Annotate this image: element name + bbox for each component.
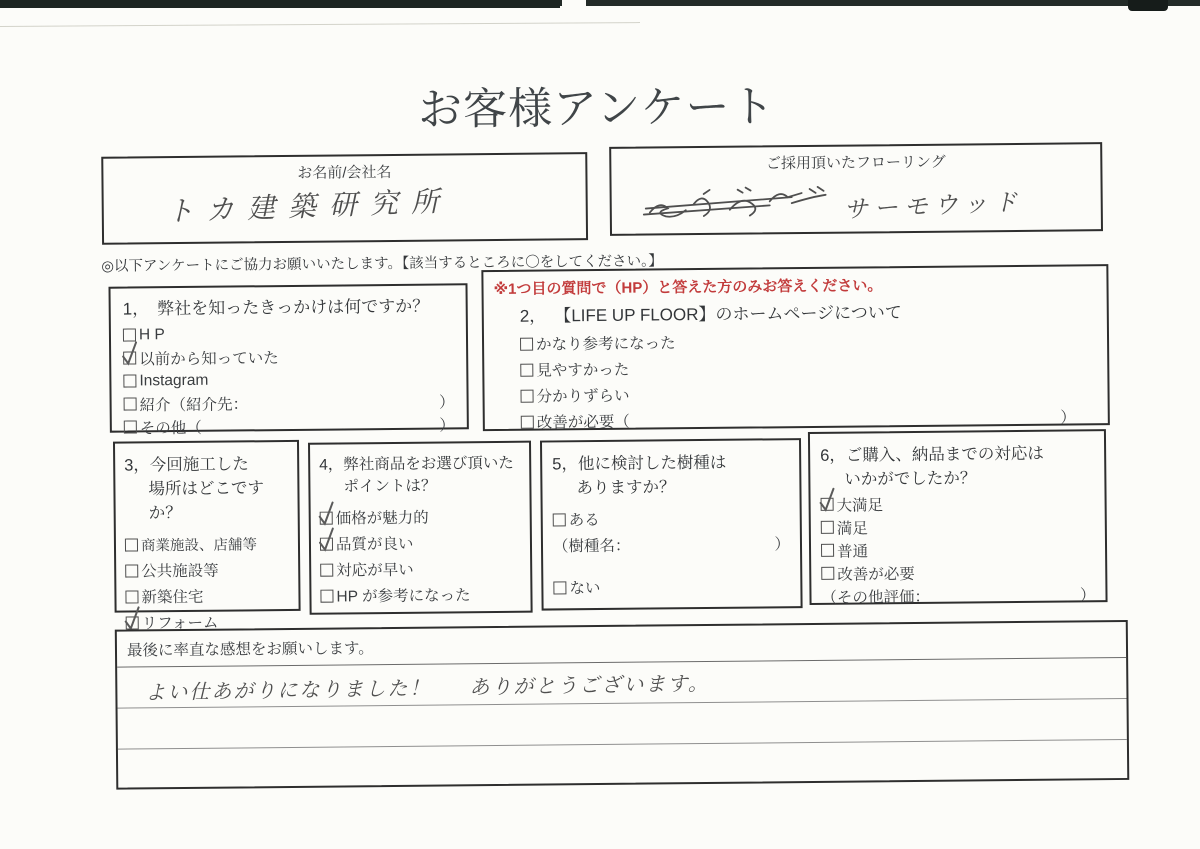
option-label: 満足 [836,519,868,538]
q4-option-good-quality [320,529,521,557]
checkbox-checked [320,511,333,524]
q3-title [124,450,289,524]
question-4-box [308,441,533,615]
q3-option-commercial [125,530,289,558]
q2-conditional-note: ※1つ目の質問で（HP）と答えた方のみお答えください。 [493,277,883,299]
option-label: 品質が良い [335,535,414,554]
option-label: 改善が必要（ [536,413,630,432]
q5-title-line2: ありますか？ [576,478,676,498]
checkbox-unchecked [520,363,533,376]
checkbox-unchecked [125,564,138,577]
checkbox-unchecked [553,581,566,594]
checkbox-unchecked [553,513,566,526]
option-label: H P [138,325,165,343]
q4-option-attractive-price [320,503,521,531]
handwritten-comment-part2: ありがとうございます。 [469,672,710,699]
q6-option-satisfied [821,513,1095,539]
handwritten-company-name: トカ建築研究所 [165,185,453,228]
q6-other-evaluation-field [821,582,1095,608]
q4-option-hp-helpful [320,581,521,609]
name-box-label: お名前/会社名 [297,163,392,182]
handwritten-flooring-name: サーモウッド [843,188,1024,224]
close-paren: ） [774,536,791,554]
option-label: 大満足 [836,496,884,515]
option-label: 対応が早い [336,561,414,580]
close-paren: ） [1060,409,1076,427]
checkbox-checked [821,498,834,511]
checkbox-unchecked [124,397,137,410]
option-label: 普通 [836,542,869,561]
q4-option-fast-response [320,555,521,583]
species-label: （樹種名： [552,537,631,556]
close-paren: ） [439,416,455,435]
flooring-box-label: ご採用頂いたフローリング [765,153,946,173]
checkbox-unchecked [521,415,534,428]
question-2-box [481,264,1110,431]
q1-option-knew-before [123,343,454,369]
handwritten-comment-part1: よい仕あがりになりました！ [145,677,432,705]
option-label: 分かりずらい [536,387,630,406]
comment-box-label: 最後に率直な感想をお願いします。 [117,622,1126,668]
close-paren: ） [1079,586,1096,604]
q5-title [552,448,789,498]
checkbox-unchecked [124,420,137,433]
option-label: HP が参考になった [336,587,471,606]
q1-option-other [124,412,455,438]
comment-box [115,620,1129,790]
question-5-box [540,438,803,610]
option-label: 紹介（紹介先： [139,395,249,414]
checkbox-unchecked [320,589,333,602]
q6-title-line1: 6，ご購入、納品までの対応は [820,444,1044,465]
q5-option-no [553,572,790,600]
crossed-out-handwriting-scribble [642,181,832,227]
handwritten-comment [145,667,710,705]
q6-option-very-satisfied [821,490,1095,516]
q1-title [123,291,454,319]
option-label: 公共施設等 [141,562,219,581]
option-label: 新築住宅 [141,588,204,607]
form-title: お客様アンケート [417,82,776,135]
q2-options [520,325,1094,434]
close-paren: ） [439,393,455,412]
q1-option-referral [124,389,455,415]
name-box [101,152,588,245]
checkbox-unchecked [125,538,138,551]
option-label: その他（ [139,419,202,437]
q2-title [520,296,1093,326]
q6-title-line2: いかがでしたか？ [844,469,977,489]
checkbox-unchecked [320,563,333,576]
question-1-box [108,283,468,437]
checkbox-unchecked [125,590,138,603]
q6-options [821,490,1096,608]
other-evaluation-label: （その他評価： [821,588,931,607]
q4-title-line2: ポイントは？ [343,477,437,496]
q4-options [320,503,522,609]
q5-title-line1: 5，他に検討した樹種は [552,453,727,474]
question-3-box [113,440,301,633]
q4-title [319,451,520,497]
checkbox-checked [123,351,136,364]
q1-option-hp [123,320,454,346]
handwriting-gap [431,694,469,695]
q6-option-needs-improvement [821,559,1095,585]
checkbox-checked [320,537,333,550]
survey-instruction: ◎以下アンケートにご協力お願いいたします。【該当するところに〇をしてください。】 [101,253,663,275]
option-label: ある [568,512,600,530]
q2-number: 2， [519,306,547,326]
option-label: 商業施設、店舗等 [140,536,258,554]
checkbox-unchecked [123,374,136,387]
option-label: Instagram [139,371,209,389]
option-label: 価格が魅力的 [335,509,429,528]
checkbox-unchecked [821,521,834,534]
q3-option-public [125,556,289,584]
q4-title-line1: 4，弊社商品をお選び頂いた [319,454,514,474]
q3-options [125,530,290,636]
q1-title-text: 弊社を知ったきっかけは何ですか？ [157,296,430,319]
option-label: ない [569,580,601,598]
comment-line-3 [118,740,1127,790]
question-6-box [808,429,1108,605]
checkbox-unchecked [520,337,533,350]
checkbox-unchecked [520,389,533,402]
flooring-box [609,142,1103,236]
option-label: 以前から知っていた [139,349,279,368]
option-label: 見やすかった [536,361,630,380]
q6-title [820,439,1094,490]
q5-option-yes [553,504,790,532]
q5-species-field [553,530,790,558]
q1-option-instagram [123,366,454,392]
checkbox-unchecked [821,544,834,557]
option-label: かなり参考になった [535,335,676,354]
checkbox-unchecked [821,567,834,580]
option-label: 改善が必要 [837,565,915,584]
q6-option-normal [821,536,1095,562]
q3-title-line2: 場所はどこですか？ [148,479,265,523]
q2-title-text: 【LIFE UP FLOOR】のホームページについて [554,303,902,326]
option-label: リフォーム [141,614,219,633]
q5-options [553,504,791,600]
q3-title-line1: 3，今回施工した [124,455,249,475]
q1-number: 1， [122,299,150,319]
q3-option-new-house [125,582,289,610]
q1-options [123,320,455,438]
checkbox-checked [126,616,139,629]
